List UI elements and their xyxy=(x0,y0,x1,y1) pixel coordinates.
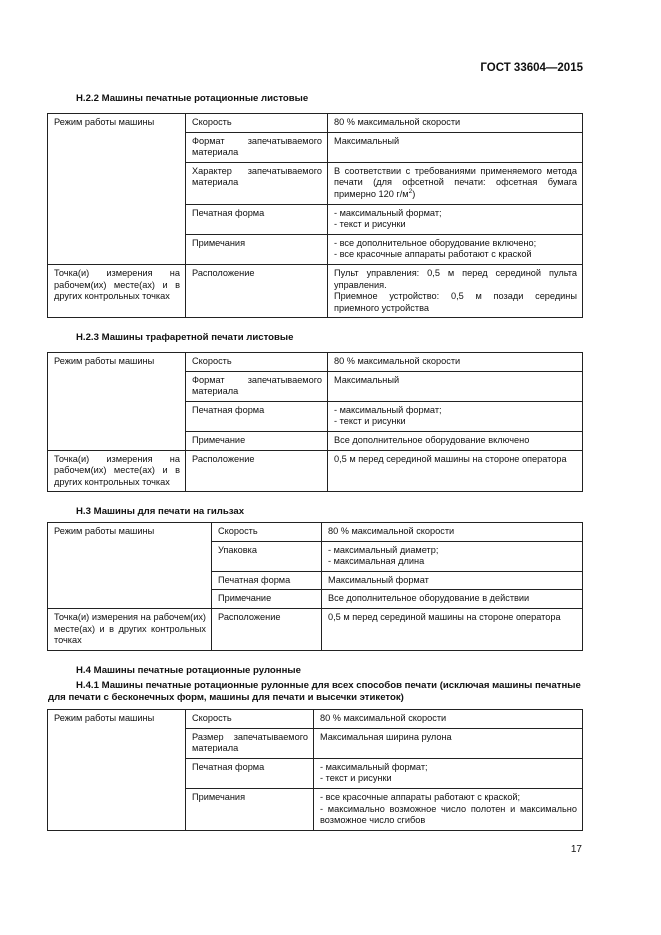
table-h41 xyxy=(47,709,583,831)
param-cell: Скорость xyxy=(186,353,328,372)
value-cell xyxy=(328,234,583,264)
section-heading-h22: Н.2.2 Машины печатные ротационные листовые xyxy=(76,93,309,104)
table-row xyxy=(48,710,583,729)
list-item: - максимальный формат; xyxy=(320,761,428,772)
table-row xyxy=(48,353,583,372)
value-cell: 0,5 м перед серединой машины на стороне оператора xyxy=(328,450,583,492)
value-cell xyxy=(314,788,583,830)
section-heading-h23: Н.2.3 Машины трафаретной печати листовые xyxy=(76,332,294,343)
table-row xyxy=(48,264,583,317)
list-item: - все красочные аппараты работают с краской xyxy=(334,249,532,260)
table-row xyxy=(48,523,583,542)
value-cell: Все дополнительное оборудование в действии xyxy=(322,590,583,609)
param-cell: Примечание xyxy=(212,590,322,609)
group-cell: Точка(и) измерения на рабочем(их) месте(ах) и в других контрольных точках xyxy=(48,264,186,317)
section-heading-h41: Н.4.1 Машины печатные ротационные рулонные для всех способов печати (исключая машины печатные для печати с бесконечных форм, машины для печати и высечки этикеток) xyxy=(48,680,581,703)
value-cell: Максимальный xyxy=(328,132,583,162)
value-cell: 80 % максимальной скорости xyxy=(328,353,583,372)
list-item: - все красочные аппараты работают с краской; xyxy=(320,791,521,802)
param-cell: Примечание xyxy=(186,431,328,450)
table-row xyxy=(48,450,583,492)
value-cell xyxy=(328,401,583,431)
group-cell: Точка(и) измерения на рабочем(их) месте(ах) и в других контрольных точках xyxy=(48,450,186,492)
param-cell: Расположение xyxy=(186,264,328,317)
page-number: 17 xyxy=(570,844,582,855)
table-h3 xyxy=(47,522,583,651)
standard-number: ГОСТ 33604—2015 xyxy=(480,62,583,74)
param-cell: Скорость xyxy=(212,523,322,542)
value-cell: 80 % максимальной скорости xyxy=(322,523,583,542)
param-cell: Расположение xyxy=(186,450,328,492)
group-cell: Режим работы машины xyxy=(48,523,212,609)
list-item: - максимально возможное число полотен и максимально возможное число сгибов xyxy=(320,803,577,826)
list-item: - максимальный диаметр; xyxy=(328,544,439,555)
param-cell: Расположение xyxy=(212,608,322,650)
group-cell: Режим работы машины xyxy=(48,710,186,831)
param-cell: Печатная форма xyxy=(186,758,314,788)
list-item: - максимальный формат; xyxy=(334,207,442,218)
param-cell: Примечания xyxy=(186,234,328,264)
value-cell xyxy=(328,264,583,317)
value-cell xyxy=(328,162,583,204)
value-cell: Максимальная ширина рулона xyxy=(314,728,583,758)
table-row xyxy=(48,608,583,650)
value-cell: 80 % максимальной скорости xyxy=(328,114,583,133)
value-cell xyxy=(314,758,583,788)
value-cell: Максимальный формат xyxy=(322,571,583,590)
param-cell: Печатная форма xyxy=(186,401,328,431)
section-heading-h4: Н.4 Машины печатные ротационные рулонные xyxy=(76,665,301,676)
param-cell: Упаковка xyxy=(212,541,322,571)
group-cell: Режим работы машины xyxy=(48,353,186,451)
param-cell: Печатная форма xyxy=(186,204,328,234)
value-cell: Максимальный xyxy=(328,371,583,401)
value-cell: Все дополнительное оборудование включено xyxy=(328,431,583,450)
list-item: - максимальная длина xyxy=(328,556,425,567)
table-h23 xyxy=(47,352,583,492)
param-cell: Примечания xyxy=(186,788,314,830)
param-cell: Печатная форма xyxy=(212,571,322,590)
list-item: - текст и рисунки xyxy=(334,219,406,230)
value-cell xyxy=(328,204,583,234)
list-item: - максимальный формат; xyxy=(334,404,442,415)
param-cell: Скорость xyxy=(186,114,328,133)
list-item: - все дополнительное оборудование включено; xyxy=(334,237,537,248)
list-item: Пульт управления: 0,5 м перед серединой пульта управления. xyxy=(334,267,577,290)
value-cell: 0,5 м перед серединой машины на стороне оператора xyxy=(322,608,583,650)
group-cell: Точка(и) измерения на рабочем(их) месте(ах) и в других контрольных точках xyxy=(48,608,212,650)
table-row xyxy=(48,114,583,133)
value-text-end: ) xyxy=(412,188,416,199)
param-cell: Скорость xyxy=(186,710,314,729)
value-text: В соответствии с требованиями применяемого метода печати (для офсетной печати: офсетная бумага примерно 120 г/м xyxy=(334,165,577,199)
value-cell: 80 % максимальной скорости xyxy=(314,710,583,729)
list-item: - текст и рисунки xyxy=(334,416,406,427)
param-cell: Формат запечатываемого материала xyxy=(186,371,328,401)
value-cell xyxy=(322,541,583,571)
list-item: Приемное устройство: 0,5 м позади середины приемного устройства xyxy=(334,291,577,313)
list-item: - текст и рисунки xyxy=(320,773,392,784)
param-cell: Характер запечатываемого материала xyxy=(186,162,328,204)
section-heading-h3: Н.3 Машины для печати на гильзах xyxy=(76,506,245,517)
superscript: 2 xyxy=(408,187,413,195)
param-cell: Размер запечатываемого материала xyxy=(186,728,314,758)
param-cell: Формат запечатываемого материала xyxy=(186,132,328,162)
group-cell: Режим работы машины xyxy=(48,114,186,265)
table-h22 xyxy=(47,113,583,318)
